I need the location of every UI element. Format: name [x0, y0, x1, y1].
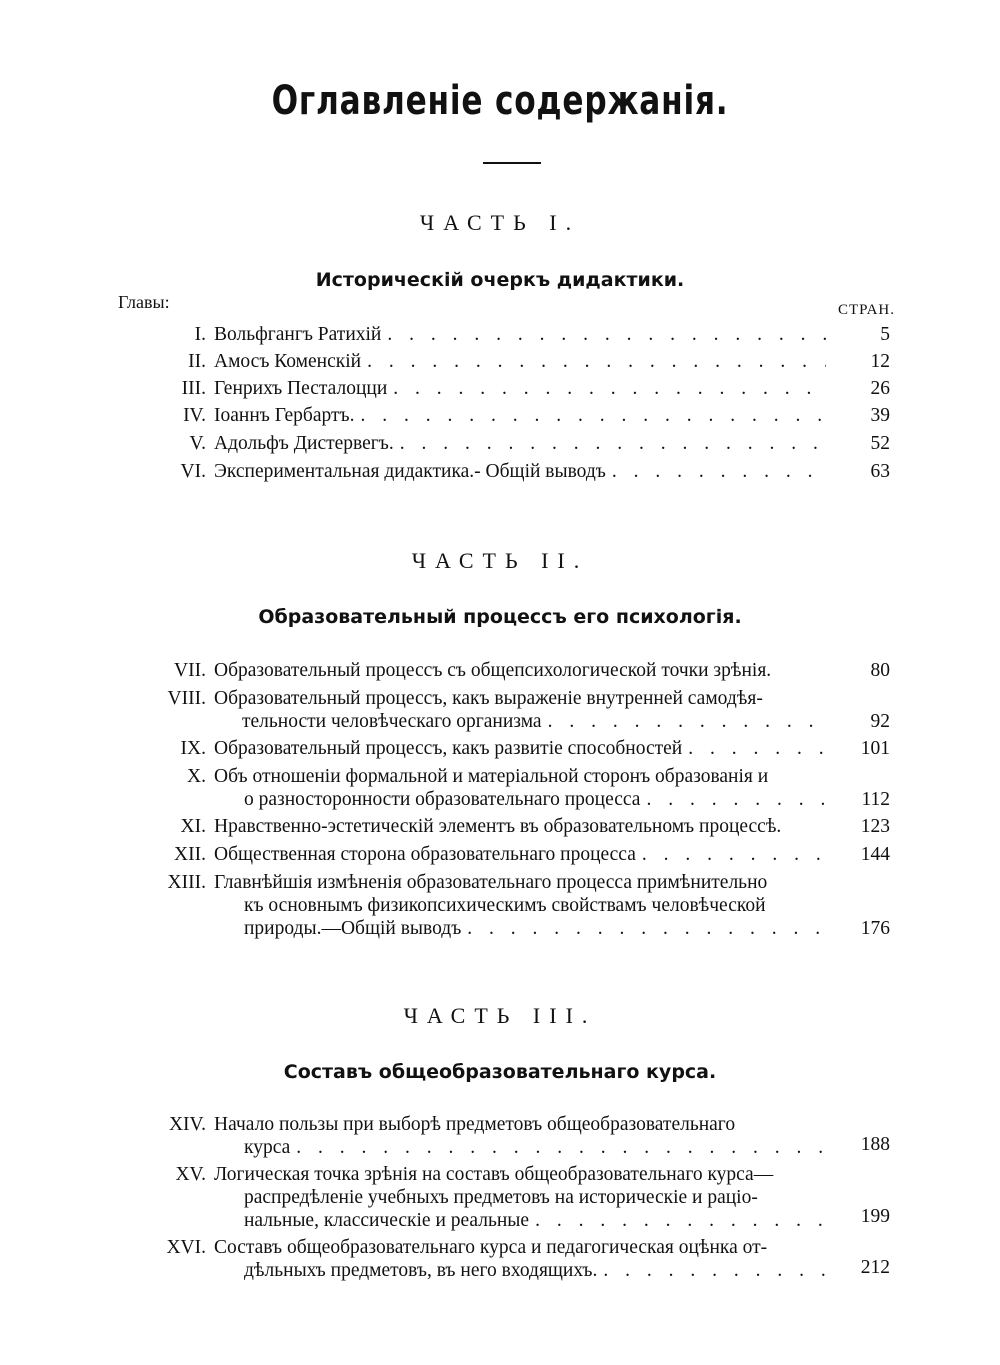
chapter-number: XIII.	[167, 872, 206, 893]
chapter-number: IX.	[180, 738, 206, 759]
part-1-label: ЧАСТЬ I.	[419, 210, 581, 235]
chapter-number: XI.	[180, 816, 206, 837]
page-number: 101	[860, 738, 890, 759]
chapter-title: Образовательный процессъ, какъ выраженіе внутренней самодѣя-	[214, 688, 763, 709]
chapter-title: Объ отношеніи формальной и матеріальной сторонъ образованія и	[214, 766, 769, 787]
chapter-number: III.	[181, 378, 206, 399]
page-number: 92	[870, 711, 890, 732]
chapter-title-continued: о разносторонности образовательнаго процесса	[244, 789, 641, 810]
page-number: 63	[870, 461, 890, 482]
page-number: 123	[860, 816, 890, 837]
chapter-title-continued: природы.—Общій выводъ	[244, 918, 462, 939]
chapter-title: Вольфгангъ Ратихій	[214, 324, 382, 345]
chapter-number: VIII.	[167, 688, 206, 709]
chapter-title: Амосъ Коменскій	[214, 351, 362, 372]
chapter-title: Экспериментальная дидактика.- Общій выводъ	[214, 461, 606, 482]
chapter-number: V.	[189, 433, 206, 454]
chapter-number: XIV.	[168, 1114, 206, 1135]
chapter-number: I.	[194, 324, 206, 345]
page-number: 52	[870, 433, 890, 454]
chapter-title: Главнѣйшія измѣненія образовательнаго процесса примѣнительно	[214, 872, 768, 893]
page-number: 188	[860, 1134, 890, 1155]
chapter-title-continued: курса	[244, 1137, 291, 1158]
chapter-title: Нравственно-эстетическій элементъ въ образовательномъ процессѣ.	[214, 816, 782, 837]
chapter-number: XII.	[174, 844, 206, 865]
part-2-label: ЧАСТЬ II.	[411, 548, 589, 573]
chapter-number: XV.	[175, 1164, 206, 1185]
part-3-label: ЧАСТЬ III.	[403, 1003, 597, 1028]
page-number: 176	[860, 918, 890, 939]
part-1-title: Историческій очеркъ дидактики.	[315, 269, 685, 291]
chapter-number: IV.	[183, 405, 206, 426]
chapter-number: XVI.	[166, 1237, 206, 1258]
chapter-title: Логическая точка зрѣнія на составъ общеобразовательнаго курса—	[214, 1164, 774, 1185]
page-number: 199	[860, 1206, 890, 1227]
page-number: 144	[860, 844, 890, 865]
part-2-title: Образовательный процессъ его психологія.	[258, 606, 742, 628]
chapter-title: Начало пользы при выборѣ предметовъ общеобразовательнаго	[214, 1114, 736, 1135]
chapter-title: Образовательный процессъ съ общепсихологической точки зрѣнія.	[214, 660, 772, 681]
page-number: 26	[870, 378, 890, 399]
page-number: 5	[880, 324, 890, 345]
chapter-title: Образовательный процессъ, какъ развитіе способностей	[214, 738, 683, 759]
chapter-number: II.	[188, 351, 206, 372]
page-title: Оглавленіе содержанія.	[271, 78, 729, 124]
chapter-number: VII.	[174, 660, 206, 681]
chapters-label: Главы:	[118, 292, 170, 312]
chapter-number: X.	[187, 766, 206, 787]
chapter-title: Генрихъ Песталоцци	[214, 378, 388, 399]
page-number: 12	[870, 351, 890, 372]
chapter-title-continued: распредѣленіе учебныхъ предметовъ на историческіе и раціо-	[244, 1187, 758, 1208]
page-number: 112	[861, 789, 890, 810]
page-number: 212	[860, 1257, 890, 1278]
chapter-title: Адольфъ Дистервегъ.	[214, 433, 394, 454]
page-number: 80	[870, 660, 890, 681]
chapter-number: VI.	[180, 461, 206, 482]
chapter-title-continued: тельности человѣческаго организма	[242, 711, 542, 732]
chapter-title: Іоаннъ Гербартъ.	[214, 405, 355, 426]
chapter-title: Общественная сторона образовательнаго процесса	[214, 844, 636, 865]
part-3-title: Составъ общеобразовательнаго курса.	[283, 1061, 717, 1083]
chapter-title-continued: къ основнымъ физикопсихическимъ свойствамъ человѣческой	[244, 895, 766, 916]
chapter-title-continued: нальные, классическіе и реальные	[244, 1210, 530, 1231]
title-divider	[483, 162, 541, 164]
page-number: 39	[870, 405, 890, 426]
chapter-title: Составъ общеобразовательнаго курса и педагогическая оцѣнка от-	[214, 1237, 768, 1258]
chapter-title-continued: дѣльныхъ предметовъ, въ него входящихъ.	[244, 1260, 598, 1281]
pages-label: СТРАН.	[838, 302, 896, 318]
